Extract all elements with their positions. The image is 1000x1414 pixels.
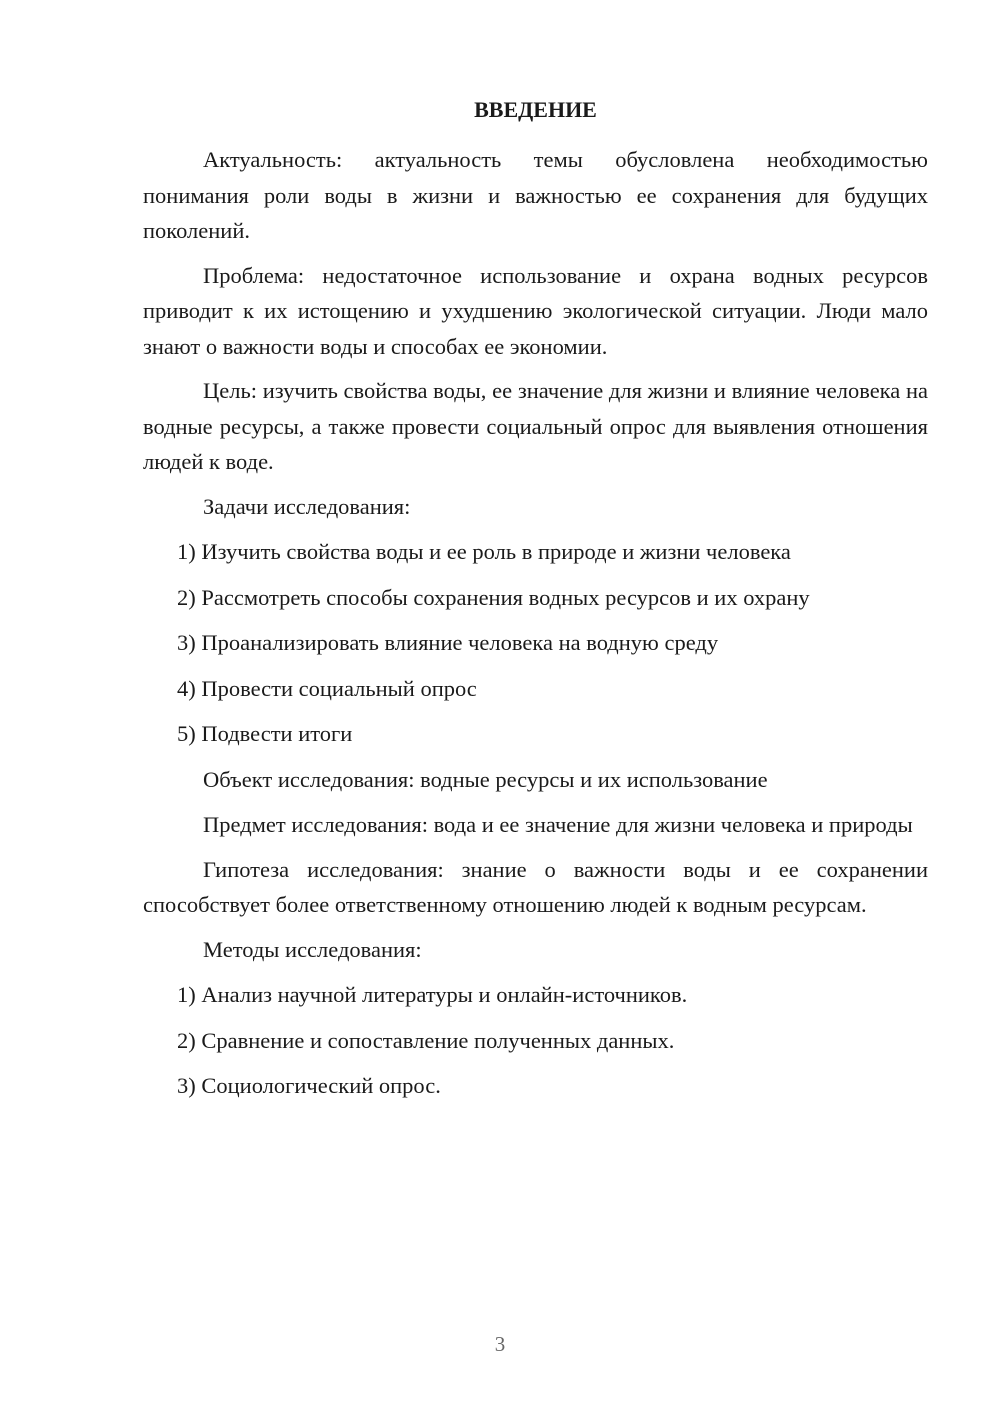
page-content — [143, 92, 928, 1114]
relevance-paragraph: Актуальность: актуальность темы обусловлена необходимостью понимания роли воды в жизни и важностью ее сохранения для будущих поколений. — [143, 147, 928, 243]
methods-list — [143, 977, 928, 1104]
problem-paragraph: Проблема: недостаточное использование и охрана водных ресурсов приводит к их истощению и ухудшению экологической ситуации. Люди мало знают о важности воды и способах ее экономии. — [143, 262, 928, 359]
section-heading: ВВЕДЕНИЕ — [474, 97, 597, 122]
page-number: 3 — [494, 1332, 506, 1356]
task-item: 3) Проанализировать влияние человека на водную среду — [177, 630, 719, 655]
tasks-title: Задачи исследования: — [203, 493, 411, 519]
method-item: 1) Анализ научной литературы и онлайн-источников. — [177, 982, 688, 1007]
hypothesis-paragraph: Гипотеза исследования: знание о важности воды и ее сохранении способствует более ответственному отношению людей к водным ресурсам. — [143, 856, 928, 917]
object-paragraph: Объект исследования: водные ресурсы и их использование — [203, 766, 768, 792]
task-item: 1) Изучить свойства воды и ее роль в природе и жизни человека — [177, 539, 791, 564]
goal-paragraph: Цель: изучить свойства воды, ее значение для жизни и влияние человека на водные ресурсы, а также провести социальный опрос для выявления отношения людей к воде. — [143, 378, 928, 474]
tasks-list — [143, 534, 928, 752]
methods-title: Методы исследования: — [203, 936, 422, 962]
method-item: 2) Сравнение и сопоставление полученных данных. — [177, 1027, 675, 1053]
task-item: 4) Провести социальный опрос — [177, 675, 477, 701]
task-item: 5) Подвести итоги — [177, 721, 353, 746]
task-item: 2) Рассмотреть способы сохранения водных ресурсов и их охрану — [177, 584, 810, 610]
method-item: 3) Социологический опрос. — [177, 1073, 441, 1098]
subject-paragraph: Предмет исследования: вода и ее значение для жизни человека и природы — [203, 812, 913, 837]
